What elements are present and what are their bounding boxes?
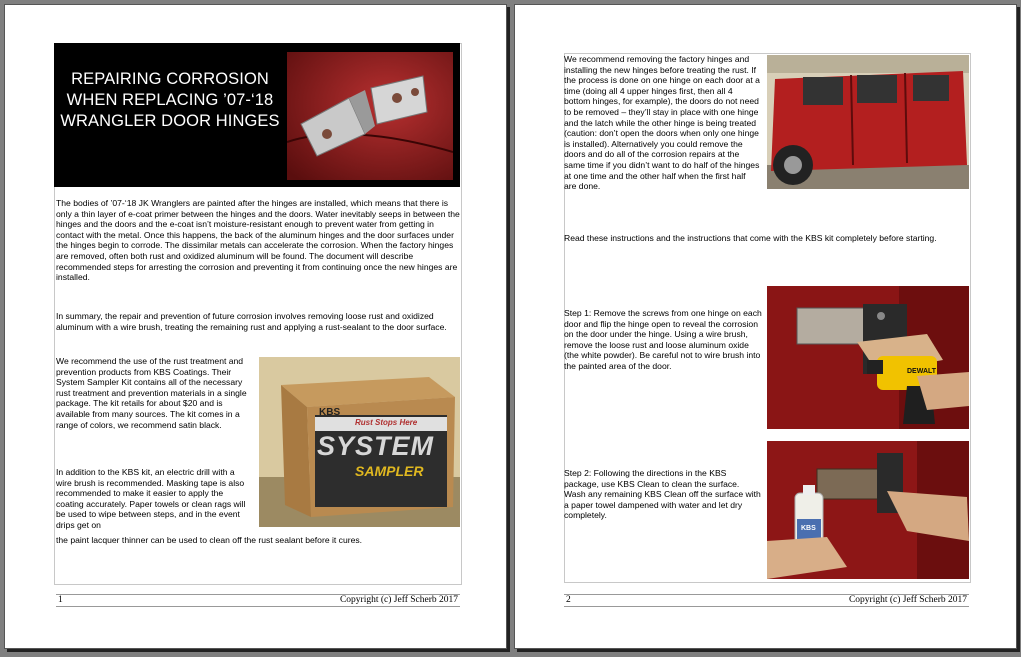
- step-2-paragraph: Step 2: Following the directions in the KBS package, use KBS Clean to clean the surface. Wash any remaining KBS Clean off the surface with a paper towel dampened with water and let dry completely.: [564, 468, 761, 521]
- tools-paragraph: In addition to the KBS kit, an electric drill with a wire brush is recommended. Masking tape is also recommended to make it easier to apply the coating accurately. Paper towels or clean rags will be used to wipe between steps, and in the event drips get on: [56, 467, 246, 530]
- copyright-text: Copyright (c) Jeff Scherb 2017: [848, 595, 967, 605]
- kbs-kit-photo: [259, 357, 460, 527]
- document-page-1: [4, 4, 507, 649]
- page-footer: [56, 594, 460, 607]
- drill-photo: [767, 286, 969, 429]
- page-number: 1: [58, 595, 63, 605]
- step-1-paragraph: Step 1: Remove the screws from one hinge on each door and flip the hinge open to reveal the corrosion on the door under the hinge. Using a wire brush, remove the loose rust and loose aluminum oxide (the white powder). Be careful not to wire brush into the painted area of the door.: [564, 308, 762, 371]
- document-page-2: [514, 4, 1017, 649]
- box-brand-text: KBS: [319, 407, 341, 418]
- box-label-text: Rust Stops Here: [355, 418, 418, 427]
- drill-brand-text: DEWALT: [907, 368, 937, 375]
- hinge-photo: [287, 52, 453, 180]
- copyright-text: Copyright (c) Jeff Scherb 2017: [339, 595, 458, 605]
- box-system-text: SYSTEM: [317, 431, 435, 461]
- read-instructions-paragraph: Read these instructions and the instructions that come with the KBS kit completely before starting.: [564, 233, 937, 243]
- process-paragraph: We recommend removing the factory hinges and installing the new hinges before treating the rust. If the process is done on one hinge on each door at a time (doing all 4 upper hinges first, then all 4 bottom hinges, for example), the doors do not need to be removed – they’ll stay in place with one hinge and the latch while the other hinge is being treated (caution: don’t open the doors when only one hinge is installed). Alternatively you could remove the doors and do all of the corrosion repairs at the same time if you didn’t want to do half of the hinges at one time and the other half when the first half are done.: [564, 54, 760, 192]
- bottle-label-text: KBS: [801, 525, 816, 532]
- page-number: 2: [566, 595, 571, 605]
- jeep-photo: [767, 55, 969, 189]
- intro-paragraph: The bodies of ’07-‘18 JK Wranglers are painted after the hinges are installed, which means that there is only a thin layer of e-coat primer between the hinges and the doors. Water inevitably seeps in between the hinges and the doors and the e-coat isn’t moisture-resistant enough to prevent water from getting in contact with the metal. Once this happens, the back of the aluminum hinges and the door surfaces under the hinges begin to corrode. The dissimilar metals can accelerate the corrosion. When the factory hinges are removed, often both rust and oxidized aluminum will be found. The document will describe recommended steps for arresting the corrosion and preventing it from continuing once the new hinges are installed.: [56, 198, 460, 283]
- summary-paragraph: In summary, the repair and prevention of future corrosion involves removing loose rust and oxidized aluminum with a wire brush, treating the remaining rust and applying a rust-sealant to the door surface.: [56, 311, 447, 332]
- cleaner-photo: [767, 441, 969, 579]
- title-banner: [54, 43, 460, 187]
- page-footer: [564, 594, 969, 607]
- tools-paragraph-tail: the paint lacquer thinner can be used to clean off the rust sealant before it cures.: [56, 535, 363, 545]
- box-sampler-text: SAMPLER: [355, 463, 424, 479]
- page-title: REPAIRING CORROSION WHEN REPLACING ’07-‘18 WRANGLER DOOR HINGES: [60, 70, 280, 130]
- kbs-recommendation-paragraph: We recommend the use of the rust treatment and prevention products from KBS Coatings. Their System Sampler Kit contains all of the necessary rust treatment and prevention materials in a single package. The kit retails for about $20 and is available from many sources. The kit comes in a range of colors, we recommend satin black.: [56, 356, 247, 430]
